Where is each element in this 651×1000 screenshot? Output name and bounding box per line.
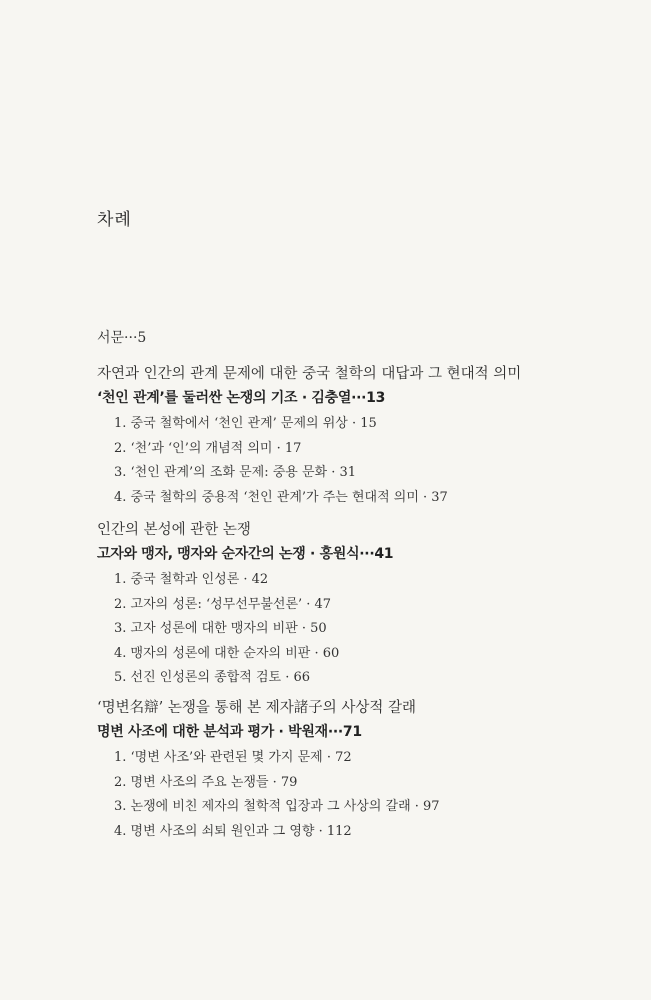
section-entry: 5. 선진 인성론의 종합적 검토 · 66 — [114, 670, 311, 685]
section-entry: 4. 중국 철학의 중용적 ‘천인 관계’가 주는 현대적 의미 · 37 — [114, 489, 448, 505]
section-list — [97, 568, 617, 691]
chapter-title: ‘명변名辯’ 논쟁을 통해 본 제자諸子의 사상적 갈래 — [97, 700, 416, 716]
section-entry: 1. 중국 철학에서 ‘천인 관계’ 문제의 위상 · 15 — [114, 416, 377, 431]
chapter-3 — [97, 696, 617, 844]
section-entry: 2. 고자의 성론: ‘성무선무불선론’ · 47 — [114, 596, 332, 612]
preface-entry: 서문···5 — [97, 330, 147, 346]
section-entry: 3. 논쟁에 비친 제자의 철학적 입장과 그 사상의 갈래 · 97 — [114, 799, 440, 814]
chapter-subtitle: 고자와 맹자, 맹자와 순자간의 논쟁 · 홍원식···41 — [97, 546, 394, 562]
section-entry: 3. 고자 성론에 대한 맹자의 비판 · 50 — [114, 621, 327, 636]
chapter-title: 자연과 인간의 관계 문제에 대한 중국 철학의 대답과 그 현대적 의미 — [97, 366, 522, 382]
toc-heading: 차례 — [97, 210, 132, 230]
section-list — [97, 746, 617, 844]
chapter-subtitle: ‘천인 관계’를 둘러싼 논쟁의 기조 · 김충열···13 — [97, 390, 386, 406]
chapter-1 — [97, 362, 617, 510]
section-entry: 2. 명변 사조의 주요 논쟁들 · 79 — [114, 774, 298, 790]
section-entry: 2. ‘천’과 ‘인’의 개념적 의미 · 17 — [114, 440, 302, 456]
chapter-subtitle: 명변 사조에 대한 분석과 평가 · 박원재···71 — [97, 724, 362, 740]
section-entry: 1. ‘명변 사조’와 관련된 몇 가지 문제 · 72 — [114, 750, 352, 765]
section-entry: 4. 맹자의 성론에 대한 순자의 비판 · 60 — [114, 645, 340, 661]
section-list — [97, 412, 617, 510]
chapter-title: 인간의 본성에 관한 논쟁 — [97, 522, 251, 538]
section-entry: 4. 명변 사조의 쇠퇴 원인과 그 영향 · 112 — [114, 823, 352, 839]
section-entry: 3. ‘천인 관계’의 조화 문제: 중용 문화 · 31 — [114, 465, 357, 480]
chapter-2 — [97, 518, 617, 691]
section-entry: 1. 중국 철학과 인성론 · 42 — [114, 572, 269, 587]
